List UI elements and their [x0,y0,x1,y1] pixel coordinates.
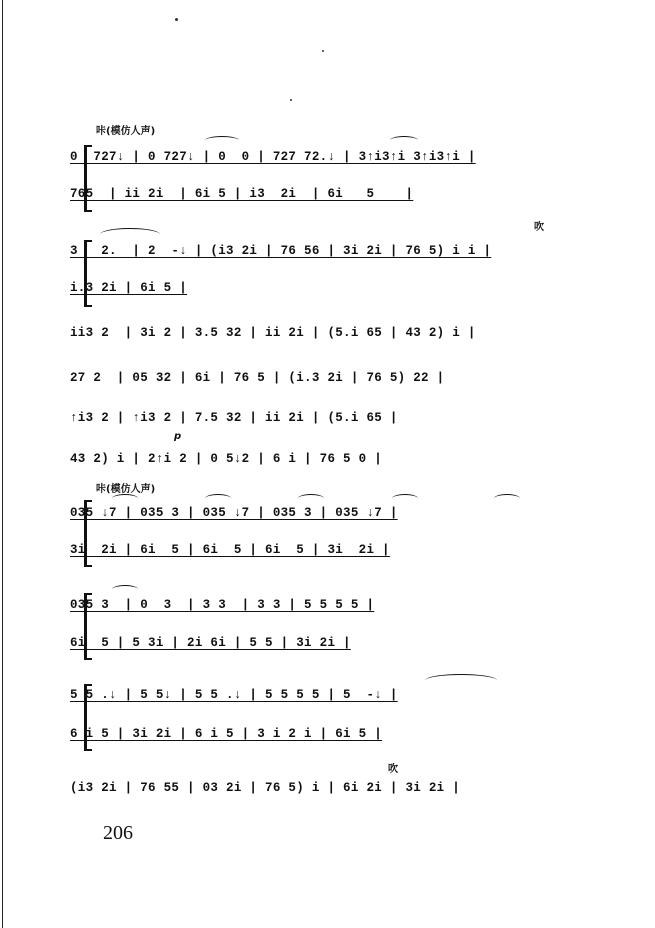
slur [112,494,138,503]
annotation-blow: 吹 [534,222,544,233]
scan-speck [175,18,178,21]
score-line-7: ↑i3 2 | ↑i3 2 | 7.5 32 | ii 2i | (5.i 65 | [70,411,398,425]
slur [205,494,231,503]
dynamic-p: p [174,431,182,442]
score-line-12: 6i 5 | 5 3i | 2i 6i | 5 5 | 3i 2i | [70,636,351,650]
annotation-imitate-voice: 咔(模仿人声) [96,126,156,137]
score-line-11: 035 3 | 0 3 | 3 3 | 3 3 | 5 5 5 5 | [70,598,375,612]
slur [392,494,418,503]
annotation-imitate-voice: 咔(模仿人声) [96,484,156,495]
slur [100,228,160,241]
scan-speck [290,99,292,101]
slur [298,494,324,503]
score-line-3: 3 2. | 2 -↓ | (i3 2i | 76 56 | 3i 2i | 76 5) i i | [70,244,492,258]
page-edge [2,0,3,928]
score-line-13: 5 5 .↓ | 5 5↓ | 5 5 .↓ | 5 5 5 5 | 5 -↓ | [70,688,398,702]
score-line-9: 035 ↓7 | 035 3 | 035 ↓7 | 035 3 | 035 ↓7 | [70,506,398,520]
score-line-14: 6 i 5 | 3i 2i | 6 i 5 | 3 i 2 i | 6i 5 | [70,727,383,741]
slur [494,494,520,503]
score-line-6: 27 2 | 05 32 | 6i | 76 5 | (i.3 2i | 76 5) 22 | [70,371,445,385]
page-number: 206 [103,822,133,844]
score-line-2: 765 | ii 2i | 6i 5 | i3 2i | 6i 5 | [70,187,414,201]
slur [390,136,418,145]
score-line-5: ii3 2 | 3i 2 | 3.5 32 | ii 2i | (5.i 65 | 43 2) i | [70,326,476,340]
slur [205,136,239,145]
score-line-4: i.3 2i | 6i 5 | [70,281,188,295]
score-line-8: 43 2) i | 2↑i 2 | 0 5↓2 | 6 i | 76 5 0 | [70,452,383,466]
annotation-blow: 吹 [388,764,398,775]
slur [112,585,138,594]
score-line-15: (i3 2i | 76 55 | 03 2i | 76 5) i | 6i 2i | 3i 2i | [70,781,461,795]
slur [425,674,497,687]
score-line-1: 0 727↓ | 0 727↓ | 0 0 | 727 72.↓ | 3↑i3↑i 3↑i3↑i | [70,150,476,164]
scan-speck [322,50,324,52]
score-line-10: 3i 2i | 6i 5 | 6i 5 | 6i 5 | 3i 2i | [70,543,390,557]
